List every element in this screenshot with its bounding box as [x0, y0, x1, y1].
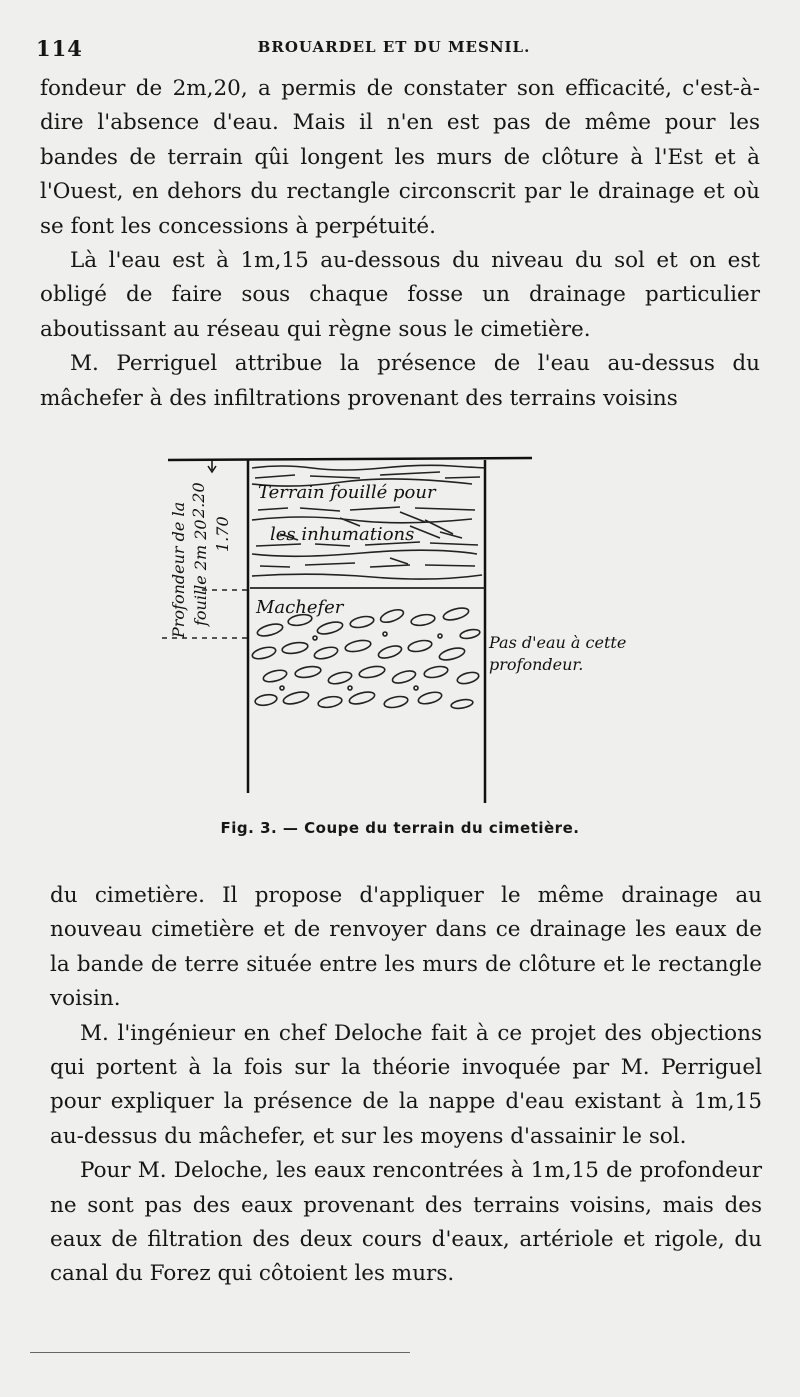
right-note-line-1: Pas d'eau à cette: [489, 633, 627, 652]
clinker-layer-label: Machefer: [256, 597, 344, 618]
text-block-bottom: [50, 879, 762, 1292]
paragraph-continued: fondeur de 2m,20, a permis de constater son efficacité, c'est-à-dire l'absence d'eau. Mais il n'en est pas de même pour les bandes de terrain qûi longent les murs de clôture à l'Est et à l'Ouest, en dehors du rectangle circonscrit par le drainage et où se font les concessions à perpétuité.: [40, 76, 760, 239]
measure-170: 1.70: [213, 516, 232, 552]
ground-surface-line: [168, 458, 532, 460]
text-block-top: [40, 72, 760, 416]
figure-soil-section: [140, 448, 660, 810]
paragraph-deloche-objections: M. l'ingénieur en chef Deloche fait à ce projet des objections qui portent à la fois sur la théorie invoquée par M. Perriguel pour expliquer la présence de la nappe d'eau existant à 1m,15 au-dessus du mâchefer, et sur les moyens d'assainir le sol.: [50, 1020, 762, 1149]
bottom-rule: [30, 1352, 410, 1353]
paragraph-water-level: Là l'eau est à 1m,15 au-dessous du niveau du sol et on est obligé de faire sous chaque fosse un drainage particulier aboutissant au réseau qui règne sous le cimetière.: [40, 248, 760, 342]
page-header: [36, 36, 752, 66]
figure-caption: Fig. 3. — Coupe du terrain du cimetière.: [220, 819, 580, 837]
right-note-line-2: profondeur.: [489, 655, 584, 674]
arrow-marker: [208, 460, 216, 472]
soil-section-drawing: [140, 448, 660, 810]
paragraph-perriguel: M. Perriguel attribue la présence de l'eau au-dessus du mâchefer à des infiltrations provenant des terrains voisins: [40, 351, 760, 411]
paragraph-continued-bottom: du cimetière. Il propose d'appliquer le même drainage au nouveau cimetière et de renvoyer dans ce drainage les eaux de la bande de terre située entre les murs de clôture et le rectangle voisin.: [50, 883, 762, 1012]
depth-label-line-1: Profondeur de la: [169, 501, 188, 638]
running-head: BROUARDEL ET DU MESNIL.: [257, 38, 531, 56]
measure-220: 2.20: [189, 482, 208, 518]
page-number: 114: [36, 36, 83, 61]
paragraph-deloche-opinion: Pour M. Deloche, les eaux rencontrées à 1m,15 de profondeur ne sont pas des eaux provenant des terrains voisins, mais des eaux de filtration des deux cours d'eaux, artériole et rigole, du canal du Forez qui côtoient les murs.: [50, 1158, 762, 1287]
upper-layer-label-1: Terrain fouillé pour: [258, 482, 436, 503]
upper-layer-label-2: les inhumations: [270, 524, 415, 545]
depth-label-line-2: fouille 2m 20: [191, 519, 210, 626]
